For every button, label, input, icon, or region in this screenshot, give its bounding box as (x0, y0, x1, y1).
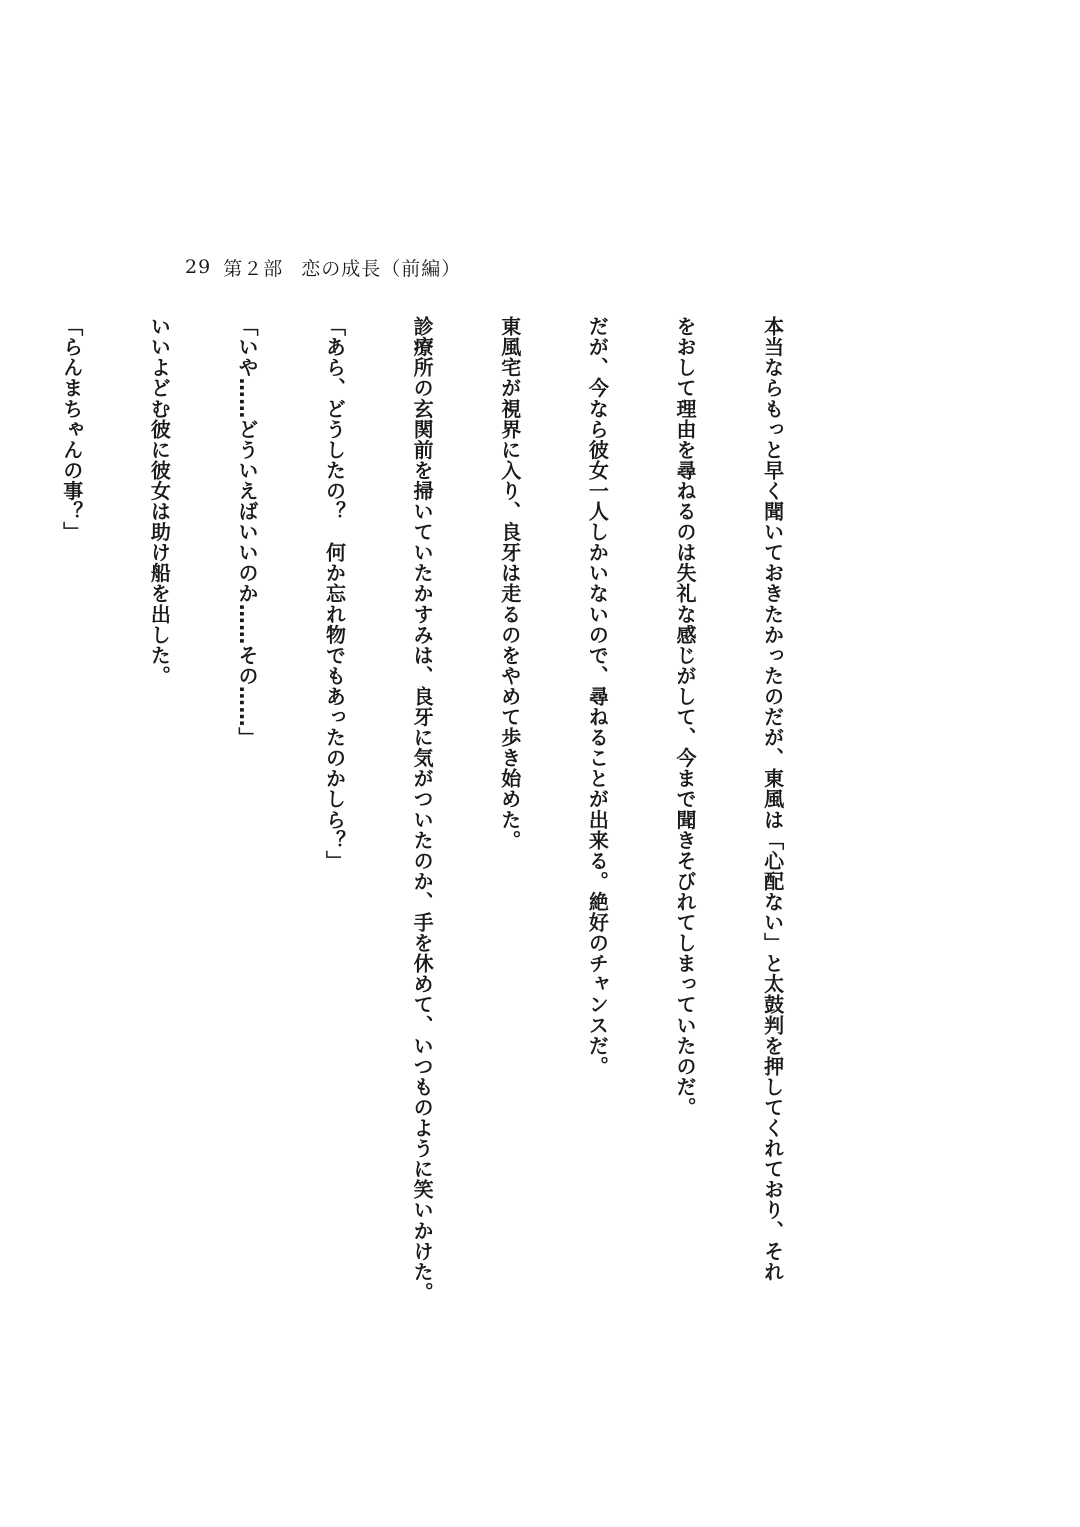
text-line: 「いや……どういえばいいのか……その……」 (234, 316, 259, 748)
page-number: 29 (185, 256, 212, 278)
text-line: をおして理由を尋ねるのは失礼な感じがして、今まで聞きそびれてしまっていたのだ。 (672, 316, 697, 1118)
chapter-title: 恋の成長（前編） (301, 257, 462, 280)
running-header (185, 252, 461, 282)
text-line: だが、今なら彼女一人しかいないので、尋ねることが出来る。絶好のチャンスだ。 (585, 316, 610, 1077)
part-label: 第２部 (223, 257, 284, 280)
text-line: 本当ならもっと早く聞いておきたかったのだが、東風は「心配ない」と太鼓判を押してくれており、それ (760, 316, 785, 1282)
body-text (59, 316, 845, 1303)
text-line: いいよどむ彼に彼女は助け船を出した。 (147, 316, 172, 686)
text-line: 「あら、どうしたの？ 何か忘れ物でもあったのかしら？」 (322, 316, 347, 871)
text-line: 東風宅が視界に入り、良牙は走るのをやめて歩き始めた。 (497, 316, 522, 851)
text-line: 「らんまちゃんの事？」 (59, 316, 84, 543)
text-line: 診療所の玄関前を掃いていたかすみは、良牙に気がついたのか、手を休めて、いつものように笑いかけた。 (410, 316, 435, 1303)
